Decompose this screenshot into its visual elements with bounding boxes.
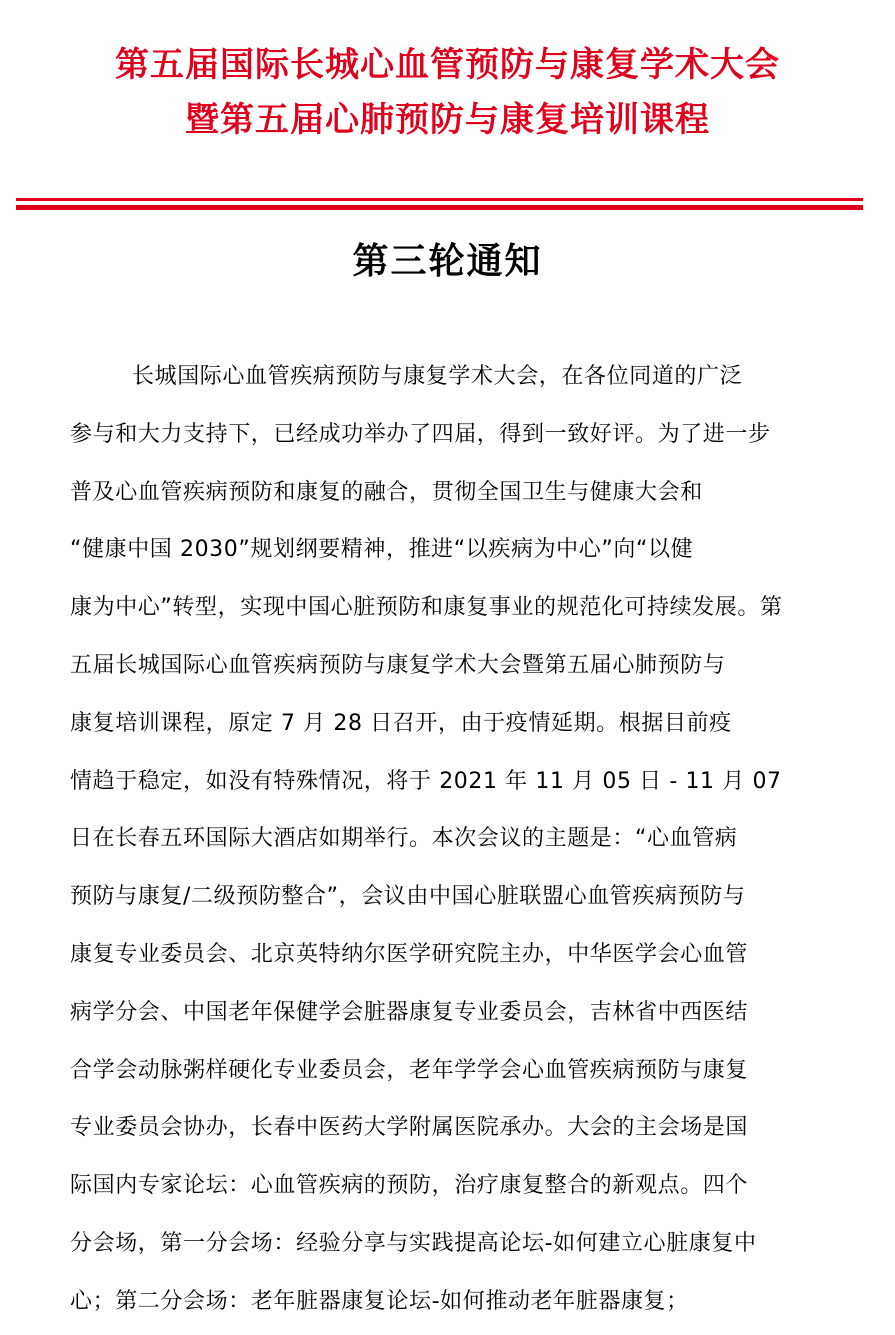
body-line: 分会场，第一分会场：经验分享与实践提高论坛-如何建立心脏康复中 (70, 1230, 757, 1256)
body-line: 际国内专家论坛：心血管疾病的预防，治疗康复整合的新观点。四个 (70, 1173, 749, 1199)
body-line: “健康中国 2030”规划纲要精神，推进“以疾病为中心”向“以健 (70, 537, 694, 563)
body-line: 合学会动脉粥样硬化专业委员会，老年学学会心血管疾病预防与康复 (70, 1057, 749, 1083)
body-line: 康复专业委员会、北京英特纳尔医学研究院主办，中华医学会心血管 (70, 941, 749, 967)
body-line: 心；第二分会场：老年脏器康复论坛-如何推动老年脏器康复； (70, 1288, 689, 1314)
notice-title: 第三轮通知 (352, 240, 543, 282)
body-line: 预防与康复/二级预防整合”，会议由中国心脏联盟心血管疾病预防与 (70, 884, 746, 910)
body-line: 普及心血管疾病预防和康复的融合，贯彻全国卫生与健康大会和 (70, 479, 703, 505)
body-line: 日在长春五环国际大酒店如期举行。本次会议的主题是：“心血管病 (70, 826, 738, 852)
header-rule-thick (16, 205, 863, 210)
body-line: 长城国际心血管疾病预防与康复学术大会，在各位同道的广泛 (132, 364, 743, 389)
body-line: 参与和大力支持下，已经成功举办了四届，得到一致好评。为了进一步 (70, 421, 771, 447)
header-rule-thin (16, 198, 863, 201)
document-header (0, 38, 895, 148)
body-line: 康为中心”转型，实现中国心脏预防和康复事业的规范化可持续发展。第 (70, 595, 783, 621)
body-line: 专业委员会协办，长春中医药大学附属医院承办。大会的主会场是国 (70, 1115, 749, 1141)
conference-title-line1: 第五届国际长城心血管预防与康复学术大会 (115, 45, 780, 85)
body-line: 情趋于稳定，如没有特殊情况，将于 2021 年 11 月 05 日 - 11 月 07 (70, 768, 782, 794)
body-line: 病学分会、中国老年保健学会脏器康复专业委员会，吉林省中西医结 (70, 999, 749, 1025)
conference-title-line2: 暨第五届心肺预防与康复培训课程 (185, 100, 710, 140)
notice-body (70, 352, 840, 1335)
body-line: 五届长城国际心血管疾病预防与康复学术大会暨第五届心肺预防与 (70, 652, 726, 678)
body-line: 康复培训课程，原定 7 月 28 日召开，由于疫情延期。根据目前疫 (70, 710, 732, 736)
